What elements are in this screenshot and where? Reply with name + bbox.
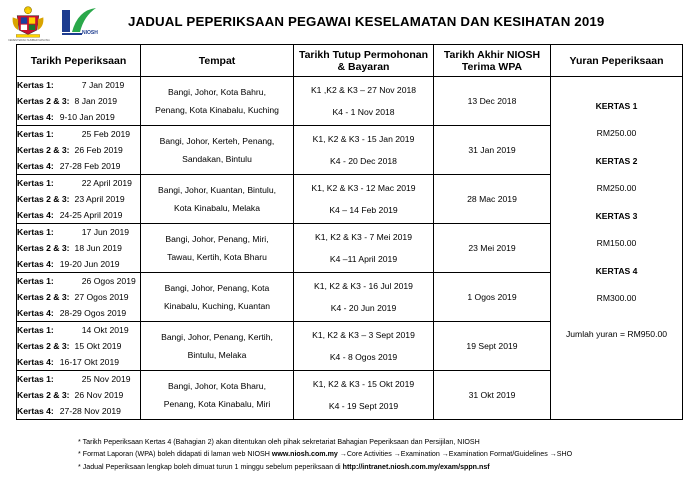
cell-tempat [141,273,294,322]
fee-paper-name: KERTAS 2 [595,156,638,166]
paper-label: Kertas 2 & 3: [17,96,70,106]
exam-date-value: 7 Jan 2019 [81,80,125,90]
exam-date-value: 27-28 Nov 2019 [59,406,121,416]
exam-date-line [17,387,140,403]
closing-date-line: K4 - 19 Sept 2019 [328,401,399,411]
venue-line: Bangi, Johor, Kota Bharu, [168,381,266,391]
document-header [0,0,695,48]
fee-amount: RM150.00 [596,238,637,248]
exam-date-line [17,322,140,338]
arrow-right-icon: → [393,451,401,458]
cell-tempat [141,224,294,273]
arrow-right-icon: → [441,451,449,458]
exam-date-value: 14 Okt 2019 [81,325,129,335]
exam-date-value: 22 April 2019 [81,178,132,188]
closing-date-line: K4 - 8 Ogos 2019 [329,352,398,362]
exam-date-value: 26 Nov 2019 [74,390,124,400]
exam-date-line [17,338,140,354]
cell-tarikh-akhir: 19 Sept 2019 [434,322,551,371]
venue-line: Bintulu, Melaka [187,350,247,360]
fee-paper-name: KERTAS 1 [595,101,638,111]
header-tempat: Tempat [141,45,294,77]
cell-tarikh-tutup [294,371,434,420]
fee-amount: RM250.00 [596,183,637,193]
venue-line: Penang, Kota Kinabalu, Kuching [155,105,279,115]
exam-date-line [17,207,140,223]
cell-tarikh-akhir: 31 Jan 2019 [434,126,551,175]
closing-date-line: K4 – 14 Feb 2019 [329,205,398,215]
fee-paper-name: KERTAS 3 [595,211,638,221]
arrow-right-icon: → [549,451,557,458]
paper-label: Kertas 2 & 3: [17,390,70,400]
page-title: JADUAL PEPERIKSAAN PEGAWAI KESELAMATAN DAN KESIHATAN 2019 [128,14,605,29]
exam-date-value: 25 Nov 2019 [81,374,131,384]
cell-tarikh-tutup [294,126,434,175]
venue-line: Bangi, Johor, Kuantan, Bintulu, [157,185,276,195]
closing-date-line: K4 - 1 Nov 2018 [332,107,395,117]
exam-date-line [17,77,140,93]
exam-date-line [17,142,140,158]
spacer [294,341,433,351]
exam-date-value: 27-28 Feb 2019 [59,161,121,171]
paper-label: Kertas 1: [17,276,54,286]
exam-date-line [17,224,140,240]
venue-line: Bangi, Johor, Penang, Miri, [165,234,269,244]
paper-label: Kertas 4: [17,210,54,220]
cell-tarikh-peperiksaan [17,371,141,420]
paper-label: Kertas 2 & 3: [17,145,70,155]
cell-tarikh-peperiksaan [17,273,141,322]
exam-date-line [17,158,140,174]
exam-date-value: 17 Jun 2019 [81,227,130,237]
exam-date-value: 26 Ogos 2019 [81,276,136,286]
venue-line: Bangi, Johor, Kota Bahru, [168,87,266,97]
cell-tarikh-akhir: 31 Okt 2019 [434,371,551,420]
paper-label: Kertas 1: [17,80,54,90]
exam-date-line [17,240,140,256]
exam-date-line [17,109,140,125]
exam-date-line [17,289,140,305]
table-header-row [17,45,683,77]
closing-date-line: K1, K2 & K3 - 7 Mei 2019 [315,232,412,242]
cell-tempat [141,77,294,126]
crest-caption: KEMENTERIAN SUMBER MANUSIA [8,39,50,42]
closing-date-line: K1, K2 & K3 - 15 Okt 2019 [312,379,415,389]
closing-date-line: K1, K2 & K3 - 15 Jan 2019 [312,134,415,144]
venue-line: Penang, Kota Kinabalu, Miri [163,399,271,409]
venue-line: Kinabalu, Kuching, Kuantan [163,301,271,311]
closing-date-line: K4 –11 April 2019 [329,254,398,264]
exam-date-line [17,126,140,142]
exam-date-value: 9-10 Jan 2019 [59,112,115,122]
paper-label: Kertas 2 & 3: [17,243,70,253]
cell-tarikh-akhir: 1 Ogos 2019 [434,273,551,322]
table-row [17,77,683,126]
paper-label: Kertas 1: [17,178,54,188]
exam-date-value: 26 Feb 2019 [74,145,123,155]
paper-label: Kertas 4: [17,161,54,171]
paper-label: Kertas 2 & 3: [17,341,70,351]
cell-tarikh-tutup [294,224,434,273]
fee-total: Jumlah yuran = RM950.00 [565,329,668,339]
cell-tempat [141,175,294,224]
exam-date-line [17,191,140,207]
cell-tarikh-tutup [294,322,434,371]
exam-date-value: 25 Feb 2019 [81,129,131,139]
exam-date-line [17,256,140,272]
venue-line: Tawau, Kertih, Kota Bharu [167,252,267,262]
fee-amount: RM300.00 [596,293,637,303]
niosh-website-link[interactable]: www.niosh.com.my [271,450,338,458]
footnotes [78,436,690,473]
cell-tarikh-akhir: 23 Mei 2019 [434,224,551,273]
cell-tarikh-peperiksaan [17,224,141,273]
closing-date-line: K4 - 20 Dec 2018 [330,156,397,166]
exam-date-line [17,354,140,370]
niosh-logo-text: NIOSH [82,30,98,36]
cell-tarikh-tutup [294,175,434,224]
cell-tempat [141,126,294,175]
header-tarikh-tutup: Tarikh Tutup Permohonan & Bayaran [294,45,434,77]
nav-step-examination: Examination [400,450,440,458]
closing-date-line: K1, K2 & K3 - 12 Mac 2019 [311,183,416,193]
venue-line: Kota Kinabalu, Melaka [174,203,260,213]
exam-date-value: 16-17 Okt 2019 [59,357,120,367]
cell-tarikh-tutup [294,77,434,126]
exam-schedule-table [16,44,683,420]
cell-tarikh-peperiksaan [17,126,141,175]
cell-yuran [551,77,683,420]
fee-amount: RM250.00 [596,128,637,138]
cell-tarikh-akhir: 28 Mac 2019 [434,175,551,224]
venue-line: Sandakan, Bintulu [182,154,252,164]
footnote-kertas4: * Tarikh Peperiksaan Kertas 4 (Bahagian 2) akan ditentukan oleh pihak sekretariat Bahagian Peperiksaan dan Persijilan, NIOSH [78,438,480,446]
closing-date-line: K1, K2 & K3 – 3 Sept 2019 [312,330,415,340]
cell-tarikh-tutup [294,273,434,322]
cell-tarikh-peperiksaan [17,175,141,224]
footnote-format-laporan [78,448,690,461]
exam-date-line [17,175,140,191]
exam-date-line [17,403,140,419]
exam-date-line [17,93,140,109]
exam-date-value: 27 Ogos 2019 [74,292,129,302]
exam-date-line [17,305,140,321]
spacer [294,96,433,106]
footnote-jadual-prefix: * Jadual Peperiksaan lengkap boleh dimuat turun 1 minggu sebelum peperiksaan di [78,463,343,471]
cell-tarikh-peperiksaan [17,77,141,126]
exam-date-value: 23 April 2019 [74,194,125,204]
exam-date-value: 8 Jan 2019 [74,96,118,106]
exam-date-value: 24-25 April 2019 [59,210,123,220]
paper-label: Kertas 4: [17,112,54,122]
closing-date-line: K1, K2 & K3 - 16 Jul 2019 [314,281,413,291]
cell-tempat [141,322,294,371]
footnote-format-prefix: * Format Laporan (WPA) boleh didapati di laman web NIOSH [78,450,272,458]
paper-label: Kertas 1: [17,227,54,237]
footnote-jadual-lengkap [78,461,690,473]
arrow-right-icon: → [339,451,347,458]
cell-tarikh-akhir: 13 Dec 2018 [434,77,551,126]
paper-label: Kertas 1: [17,325,54,335]
paper-label: Kertas 4: [17,259,54,269]
exam-date-line [17,273,140,289]
cell-tarikh-peperiksaan [17,322,141,371]
spacer [294,145,433,155]
nav-step-exam-format: Examination Format/Guidelines [448,450,548,458]
nav-step-sho: SHO [556,450,573,458]
cell-tempat [141,371,294,420]
paper-label: Kertas 2 & 3: [17,292,70,302]
header-yuran: Yuran Peperiksaan [551,45,683,77]
spacer [294,390,433,400]
paper-label: Kertas 1: [17,374,54,384]
header-tarikh-akhir: Tarikh Akhir NIOSH Terima WPA [434,45,551,77]
venue-line: Bangi, Johor, Penang, Kertih, [161,332,273,342]
exam-date-value: 28-29 Ogos 2019 [59,308,127,318]
paper-label: Kertas 4: [17,357,54,367]
closing-date-line: K1 ,K2 & K3 – 27 Nov 2018 [310,85,417,95]
malaysia-crest-icon [10,3,46,39]
spacer [294,243,433,253]
exam-date-line [17,371,140,387]
nav-step-core-activities: Core Activities [346,450,392,458]
header-tarikh-peperiksaan: Tarikh Peperiksaan [17,45,141,77]
venue-line: Bangi, Johor, Kerteh, Penang, [159,136,275,146]
spacer [294,194,433,204]
exam-date-value: 15 Okt 2019 [74,341,122,351]
fee-paper-name: KERTAS 4 [595,266,638,276]
exam-date-value: 19-20 Jun 2019 [59,259,120,269]
spacer [294,292,433,302]
paper-label: Kertas 2 & 3: [17,194,70,204]
closing-date-line: K4 - 20 Jun 2019 [330,303,397,313]
paper-label: Kertas 4: [17,406,54,416]
intranet-link[interactable]: http://intranet.niosh.com.my/exam/sppn.nsf [342,463,490,471]
paper-label: Kertas 4: [17,308,54,318]
paper-label: Kertas 1: [17,129,54,139]
venue-line: Bangi, Johor, Penang, Kota [164,283,270,293]
exam-date-value: 18 Jun 2019 [74,243,122,253]
